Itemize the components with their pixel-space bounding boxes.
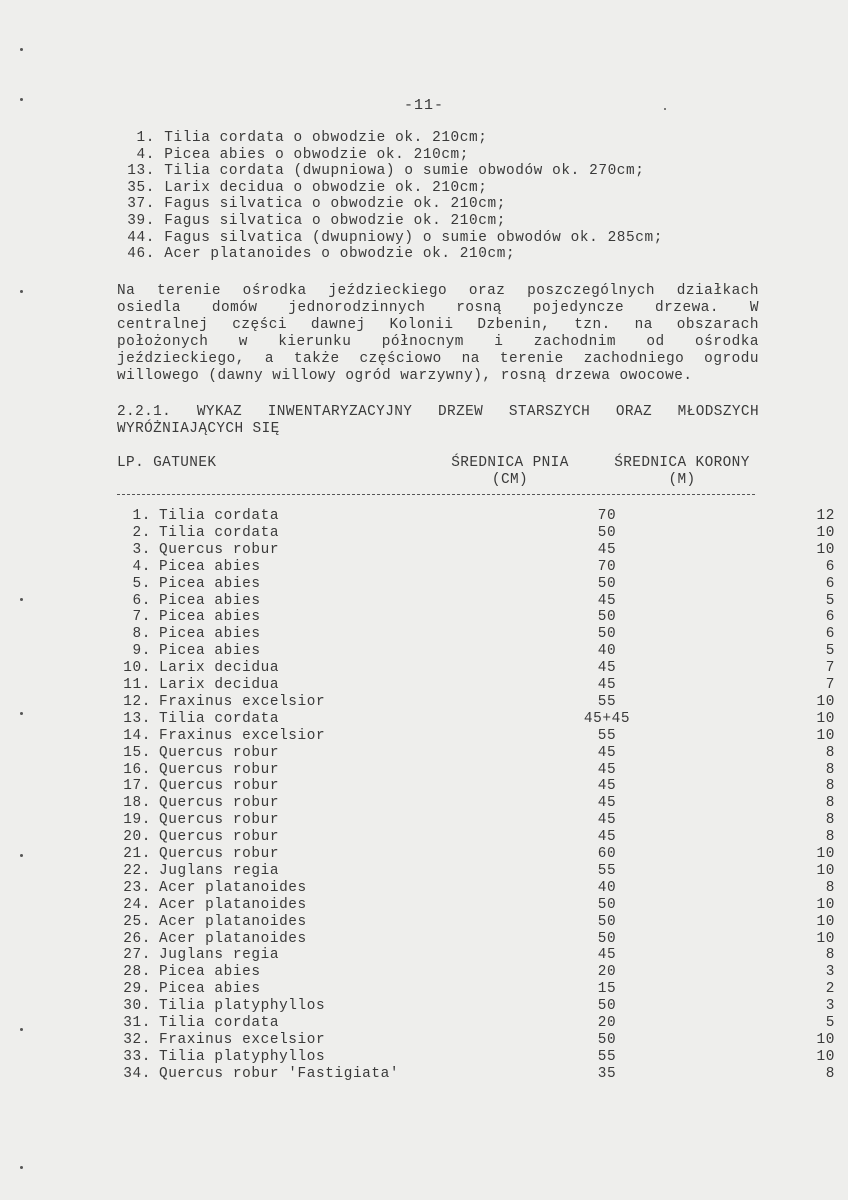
row-number: 23. [123,879,151,896]
species-cell: Quercus robur [159,541,280,558]
crown-diameter-cell: 5 [825,592,835,609]
table-row [117,524,835,542]
species-cell: Acer platanoides [159,930,307,947]
trunk-diameter-cell: 45 [597,592,617,609]
column-header-trunk-title: ŚREDNICA PNIA [451,455,569,471]
table-row [117,1015,835,1032]
species-cell: Quercus robur [159,744,280,761]
list-item-text: Picea abies o obwodzie ok. 210cm; [164,146,470,163]
section-heading-line: WYRÓŻNIAJĄCYCH SIĘ [117,421,280,437]
trunk-diameter-cell: 70 [597,558,617,575]
table-row [117,744,835,762]
species-cell: Quercus robur [159,846,280,862]
list-item-text: Tilia cordata o obwodzie ok. 210cm; [164,130,488,146]
crown-diameter-cell: 10 [816,930,835,947]
list-item-number: 13. [127,163,155,180]
crown-diameter-cell: 8 [825,829,835,846]
species-cell: Quercus robur [159,829,280,846]
trunk-diameter-cell: 35 [597,1065,617,1082]
crown-diameter-cell: 8 [825,795,835,812]
crown-diameter-cell: 7 [825,677,835,693]
trunk-diameter-cell: 50 [597,524,617,541]
list-item-number: 35. [127,179,155,196]
species-cell: Acer platanoides [159,896,307,913]
table-row [117,643,835,660]
row-number: 17. [123,778,151,795]
table-row [117,981,835,998]
paragraph-line: położonych w kierunku północnym i zachodnim od ośrodka [117,334,759,350]
table-row [117,660,835,677]
list-item-number: 4. [136,146,155,163]
row-number: 10. [123,660,151,677]
species-cell: Picea abies [159,643,261,660]
species-cell: Picea abies [159,626,261,643]
crown-diameter-cell: 8 [825,1065,835,1082]
crown-diameter-cell: 10 [816,693,835,710]
trunk-diameter-cell: 40 [597,879,617,896]
trunk-diameter-cell: 55 [597,727,617,744]
trunk-diameter-cell: 55 [597,1048,617,1065]
table-row [117,1048,835,1066]
crown-diameter-cell: 10 [816,913,835,930]
table-row [117,964,835,981]
crown-diameter-cell: 8 [825,761,835,778]
row-number: 7. [132,609,151,626]
row-number: 8. [132,626,151,643]
trunk-diameter-cell: 20 [597,1015,617,1031]
trunk-diameter-cell: 45 [597,795,617,812]
table-row [117,710,835,728]
trunk-diameter-cell: 50 [597,1031,617,1048]
crown-diameter-cell: 8 [825,744,835,761]
crown-diameter-cell: 10 [816,896,835,913]
table-row [117,626,835,643]
list-item-text: Fagus silvatica o obwodzie ok. 210cm; [164,212,506,229]
row-number: 34. [123,1065,151,1082]
species-cell: Tilia cordata [159,508,280,524]
species-cell: Picea abies [159,609,261,626]
row-number: 31. [123,1015,151,1031]
column-header-lp-gatunek: LP. GATUNEK [117,455,217,471]
species-cell: Quercus robur [159,812,280,829]
species-cell: Juglans regia [159,947,280,964]
species-cell: Juglans regia [159,862,280,879]
table-row [117,862,835,880]
row-number: 20. [123,829,151,846]
list-item-number: 46. [127,246,155,263]
trunk-diameter-cell: 45 [597,541,617,558]
page-number: -11- [403,97,444,114]
species-cell: Picea abies [159,575,261,592]
section-heading [117,404,759,438]
row-number: 12. [123,693,151,710]
margin-dot [20,598,23,601]
list-item [117,230,663,247]
table-row [117,727,835,745]
margin-dot [20,1028,23,1031]
trunk-diameter-cell: 50 [597,626,617,643]
table-row [117,829,835,846]
trunk-diameter-cell: 45 [597,761,617,778]
trunk-diameter-cell: 45 [597,778,617,795]
crown-diameter-cell: 2 [825,981,835,998]
crown-diameter-cell: 8 [825,778,835,795]
list-item [117,180,663,197]
crown-diameter-cell: 6 [825,558,835,575]
crown-diameter-cell: 8 [825,947,835,964]
crown-diameter-cell: 12 [816,508,835,524]
table-row [117,541,835,559]
trunk-diameter-cell: 50 [597,575,617,592]
crown-diameter-cell: 6 [825,609,835,626]
list-item-text: Fagus silvatica (dwupniowy) o sumie obwodów ok. 285cm; [164,229,663,246]
list-item [117,246,663,263]
crown-diameter-cell: 8 [825,879,835,896]
column-header-crown [604,455,760,489]
species-cell: Tilia platyphyllos [159,998,326,1015]
margin-dot [20,854,23,857]
trunk-diameter-cell: 60 [597,846,617,862]
trunk-diameter-cell: 50 [597,998,617,1015]
column-header-crown-title: ŚREDNICA KORONY [614,455,750,471]
crown-diameter-cell: 6 [825,575,835,592]
margin-dot [20,712,23,715]
trunk-diameter-cell: 50 [597,913,617,930]
row-number: 22. [123,862,151,879]
table-row [117,761,835,779]
table-row [117,609,835,626]
species-cell: Larix decidua [159,660,280,677]
trunk-diameter-cell: 55 [597,693,617,710]
row-number: 27. [123,947,151,964]
paragraph-line: jeździeckiego, a także częściowo na terenie zachodniego ogrodu [117,351,759,367]
table-row [117,879,835,897]
list-item-text: Fagus silvatica o obwodzie ok. 210cm; [164,196,506,213]
row-number: 29. [123,981,151,998]
trunk-diameter-cell: 45 [597,660,617,677]
column-header-trunk-unit: (CM) [491,472,529,488]
table-row [117,677,835,694]
crown-diameter-cell: 10 [816,846,835,862]
row-number: 5. [132,575,151,592]
list-item-text: Larix decidua o obwodzie ok. 210cm; [164,179,488,196]
list-item-number: 1. [136,130,155,146]
paragraph-line: Na terenie ośrodka jeździeckiego oraz poszczególnych działkach [117,283,759,299]
row-number: 6. [132,592,151,609]
table-row [117,930,835,948]
species-cell: Larix decidua [159,677,280,693]
row-number: 9. [132,643,151,660]
list-item-number: 39. [127,212,155,229]
trunk-diameter-cell: 50 [597,609,617,626]
species-cell: Picea abies [159,981,261,998]
list-item [117,213,663,230]
trunk-diameter-cell: 45 [597,677,617,693]
trunk-diameter-cell: 45 [597,812,617,829]
row-number: 2. [132,524,151,541]
species-cell: Quercus robur [159,761,280,778]
list-item-text: Tilia cordata (dwupniowa) o sumie obwodów ok. 270cm; [164,163,645,180]
species-cell: Picea abies [159,558,261,575]
table-row [117,812,835,829]
crown-diameter-cell: 3 [825,964,835,981]
row-number: 18. [123,795,151,812]
section-heading-line: 2.2.1. WYKAZ INWENTARYZACYJNY DRZEW STARSZYCH ORAZ MŁODSZYCH [117,404,759,420]
species-cell: Quercus robur [159,795,280,812]
table-row [117,896,835,914]
body-paragraph [117,283,759,385]
row-number: 25. [123,913,151,930]
trunk-diameter-cell: 50 [597,896,617,913]
trunk-diameter-cell: 70 [597,508,617,524]
species-cell: Picea abies [159,964,261,981]
species-cell: Acer platanoides [159,879,307,896]
species-cell: Fraxinus excelsior [159,727,326,744]
table-row [117,508,835,525]
row-number: 28. [123,964,151,981]
table-row [117,947,835,964]
list-item [117,163,663,180]
column-header-crown-unit: (M) [668,472,696,488]
crown-diameter-cell: 5 [825,643,835,660]
crown-diameter-cell: 5 [825,1015,835,1031]
table-row [117,592,835,610]
table-row [117,1031,835,1049]
table-row [117,846,835,863]
row-number: 30. [123,998,151,1015]
species-cell: Tilia cordata [159,524,280,541]
species-cell: Tilia cordata [159,710,280,727]
row-number: 32. [123,1031,151,1048]
species-cell: Picea abies [159,592,261,609]
list-item-number: 44. [127,229,155,246]
species-cell: Acer platanoides [159,913,307,930]
list-item-number: 37. [127,196,155,213]
crown-diameter-cell: 10 [816,524,835,541]
crown-diameter-cell: 10 [816,541,835,558]
column-header-trunk [440,455,580,489]
table-row [117,778,835,795]
margin-dot [20,290,23,293]
paragraph-line: willowego (dawny willowy ogród warzywny), rosną drzewa owocowe. [117,368,693,384]
row-number: 14. [123,727,151,744]
table-row [117,693,835,711]
row-number: 4. [132,558,151,575]
species-cell: Fraxinus excelsior [159,693,326,710]
crown-diameter-cell: 7 [825,660,835,677]
trunk-diameter-cell: 55 [597,862,617,879]
crown-diameter-cell: 10 [816,862,835,879]
row-number: 13. [123,710,151,727]
margin-dot [20,1166,23,1169]
crown-diameter-cell: 10 [816,710,835,727]
species-cell: Quercus robur [159,778,280,795]
crown-diameter-cell: 10 [816,1031,835,1048]
table-row [117,558,835,576]
species-cell: Fraxinus excelsior [159,1031,326,1048]
list-item [117,196,663,213]
trunk-diameter-cell: 45 [597,947,617,964]
row-number: 15. [123,744,151,761]
row-number: 24. [123,896,151,913]
species-cell: Quercus robur 'Fastigiata' [159,1065,400,1082]
intro-tree-list [117,130,663,263]
table-row [117,1065,835,1083]
crown-diameter-cell: 10 [816,727,835,744]
table-row [117,998,835,1015]
row-number: 11. [123,677,151,693]
crown-diameter-cell: 10 [816,1048,835,1065]
header-divider [117,494,755,495]
row-number: 26. [123,930,151,947]
row-number: 1. [132,508,151,524]
crown-diameter-cell: 6 [825,626,835,643]
trunk-diameter-cell: 45 [597,744,617,761]
table-row [117,575,835,593]
row-number: 33. [123,1048,151,1065]
trunk-diameter-cell: 45+45 [583,710,631,727]
row-number: 21. [123,846,151,862]
species-cell: Tilia platyphyllos [159,1048,326,1065]
row-number: 3. [132,541,151,558]
species-cell: Tilia cordata [159,1015,280,1031]
trunk-diameter-cell: 50 [597,930,617,947]
trunk-diameter-cell: 20 [597,964,617,981]
table-row [117,913,835,931]
list-item [117,147,663,164]
margin-dot [20,48,23,51]
trunk-diameter-cell: 40 [597,643,617,660]
trunk-diameter-cell: 45 [597,829,617,846]
list-item-text: Acer platanoides o obwodzie ok. 210cm; [164,246,516,263]
row-number: 16. [123,761,151,778]
list-item [117,130,663,147]
paragraph-line: osiedla domów jednorodzinnych rosną pojedyncze drzewa. W [117,300,759,316]
trunk-diameter-cell: 15 [597,981,617,998]
crown-diameter-cell: 8 [825,812,835,829]
row-number: 19. [123,812,151,829]
paragraph-line: centralnej części dawnej Kolonii Dzbenin, tzn. na obszarach [117,317,759,333]
crown-diameter-cell: 3 [825,998,835,1015]
table-row [117,795,835,812]
